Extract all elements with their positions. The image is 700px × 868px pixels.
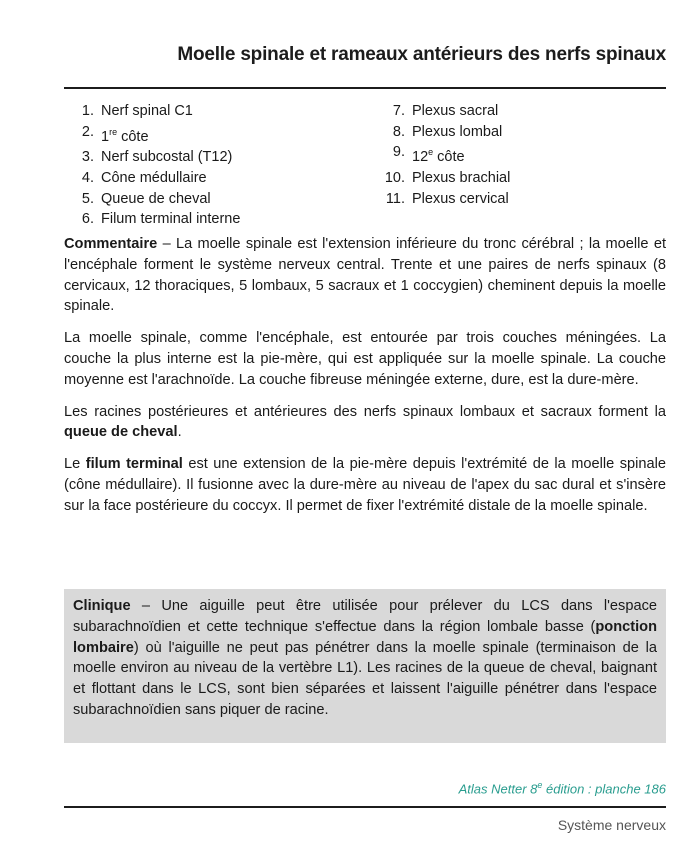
legend-item (378, 122, 510, 143)
commentary-paragraph (64, 454, 666, 516)
legend-label: Plexus cervical (412, 190, 509, 207)
legend-label: Plexus lombal (412, 123, 503, 140)
text-run: La moelle spinale, comme l'encéphale, est entourée par trois couches méningées. La couche la plus interne est la pie-mère, qui est appliquée sur la moelle spinale. La couche moyenne est l'arachnoïde. La couche fibreuse méningée externe, dure, est la dure-mère. (64, 330, 666, 388)
atlas-reference-pre: Atlas Netter 8 (458, 781, 538, 797)
legend-label-post: côte (117, 128, 149, 145)
legend-number: 4. (81, 169, 94, 186)
legend-item (378, 142, 510, 168)
bold-term: Clinique (73, 598, 131, 614)
legend-label: Plexus brachial (412, 169, 511, 186)
legend-item (378, 168, 510, 189)
section-footer: Système nerveux (557, 817, 666, 833)
legend-number: 5. (81, 190, 94, 207)
legend-label: Filum terminal interne (101, 211, 241, 228)
legend-list-right (378, 101, 510, 209)
legend-label: Nerf subcostal (T12) (101, 149, 233, 166)
legend-item (70, 189, 240, 210)
legend-label: Nerf spinal C1 (101, 103, 193, 119)
legend-label: Queue de cheval (101, 190, 211, 207)
commentary-section (64, 234, 666, 528)
legend-label: Plexus sacral (412, 103, 499, 119)
bold-term: ponction lombaire (73, 618, 657, 656)
atlas-reference-sup: e (537, 780, 543, 790)
atlas-reference (459, 780, 666, 796)
legend-label-post: côte (433, 149, 465, 166)
legend-number: 1. (81, 103, 94, 119)
bold-term: filum terminal (85, 456, 183, 473)
legend-label-sup: e (428, 147, 434, 158)
title-divider (64, 87, 666, 89)
footer-divider (64, 806, 666, 808)
legend-number: 11. (385, 190, 405, 207)
legend-label (412, 142, 465, 168)
legend-item (70, 122, 240, 148)
text-run: ) où l'aiguille ne peut pas pénétrer dans la moelle spinale (terminaison de la moelle environ au niveau de la vertèbre L1). Les racines de la queue de cheval, baignant et flottant dans le LCS, sont bien séparées et laissent l'aiguille pénétrer dans l'espace subarachnoïdien sans piquer de racine. (73, 639, 657, 718)
legend-item (70, 147, 240, 168)
legend-list-left (70, 101, 240, 230)
commentary-paragraph (64, 328, 666, 390)
text-run: – Une aiguille peut être utilisée pour prélever du LCS dans l'espace subarachnoïdien et cette technique s'effectue dans la région lombale basse ( (73, 598, 657, 635)
legend-item (378, 189, 510, 210)
legend-item (70, 168, 240, 189)
legend-item (378, 101, 510, 122)
legend-item (70, 209, 240, 230)
text-run: – La moelle spinale est l'extension inférieure du tronc cérébral ; la moelle et l'encéphale forment le système nerveux central. Trente et une paires de nerfs spinaux (8 cervicaux, 12 thoraciques, 5 lombaux, 5 sacraux et 1 coccygien) cheminent depuis la moelle spinale. (64, 236, 666, 315)
legend-number: 6. (81, 211, 94, 228)
legend-number: 3. (81, 149, 94, 166)
bold-term: Commentaire (64, 236, 158, 252)
legend-item (70, 101, 240, 122)
text-run: Les racines postérieures et antérieures des nerfs spinaux lombaux et sacraux forment la (64, 403, 666, 420)
legend-label-pre: 1 (101, 128, 110, 145)
legend-number: 7. (392, 103, 405, 119)
legend-label: Cône médullaire (101, 169, 207, 186)
legend-number: 2. (81, 123, 94, 140)
text-run: . (177, 424, 182, 441)
atlas-reference-post: édition : planche 186 (542, 781, 666, 797)
legend-label (101, 122, 149, 148)
legend-label-sup: re (109, 126, 118, 137)
commentary-paragraph (64, 402, 666, 444)
legend-number: 8. (392, 123, 405, 140)
page-title: Moelle spinale et rameaux antérieurs des nerfs spinaux (177, 44, 666, 65)
legend-label-pre: 12 (412, 149, 429, 166)
clinique-box (64, 589, 666, 743)
bold-term: queue de cheval (64, 424, 178, 441)
commentary-paragraph (64, 234, 666, 317)
text-run: Le (64, 456, 86, 473)
text-run: est une extension de la pie-mère depuis l'extrémité de la moelle spinale (cône médullaire). Il fusionne avec la dure-mère au niveau de l'apex du sac dural et s'insère sur la face postérieure du coccyx. Il permet de fixer l'extrémité distale de la moelle spinale. (64, 456, 666, 514)
legend-number: 10. (384, 169, 405, 186)
legend-number: 9. (392, 144, 405, 161)
